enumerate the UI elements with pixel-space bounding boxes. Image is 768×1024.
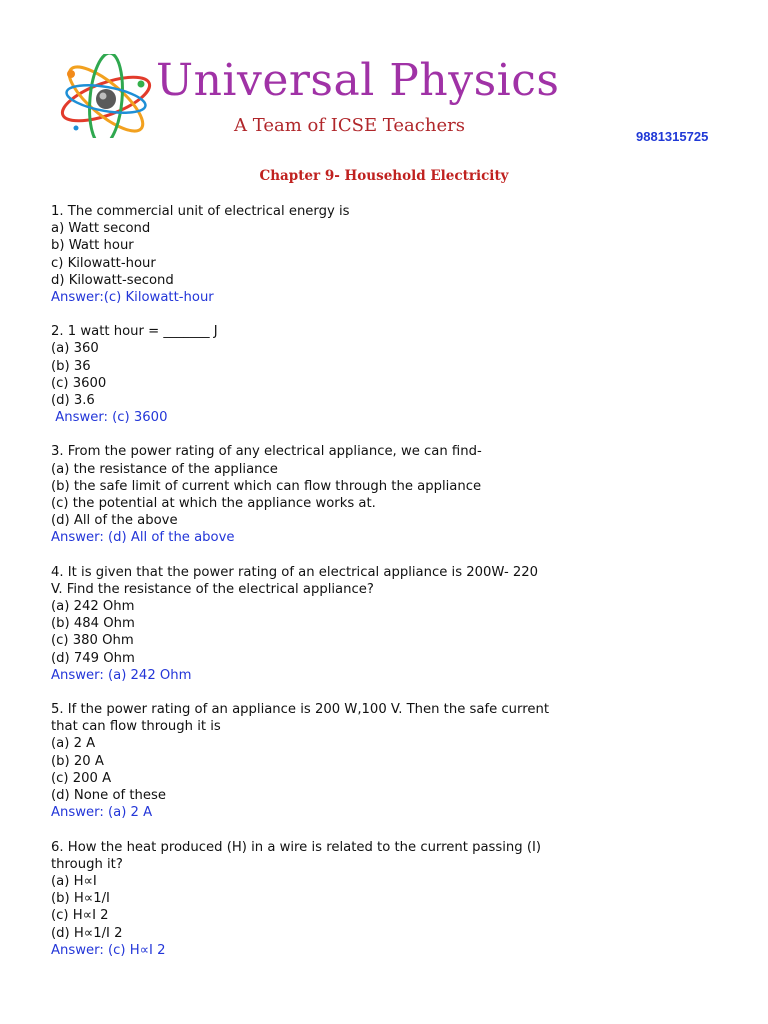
option: (a) the resistance of the appliance <box>51 461 278 477</box>
question-item <box>51 701 691 821</box>
option: (d) 749 Ohm <box>51 650 135 666</box>
question-item <box>51 564 691 684</box>
option: d) Kilowatt-second <box>51 272 174 288</box>
option: (c) H∝I 2 <box>51 908 109 924</box>
chapter-title: Chapter 9- Household Electricity <box>259 168 509 184</box>
option: (d) 3.6 <box>51 393 95 409</box>
question-text: 1. The commercial unit of electrical energy is <box>51 204 350 219</box>
page-header <box>52 52 742 152</box>
answer: Answer:(c) Kilowatt-hour <box>51 290 214 306</box>
question-text: 4. It is given that the power rating of an electrical appliance is 200W- 220 V. Find the resistance of the electrical appliance? <box>51 564 539 597</box>
answer: Answer: (c) 3600 <box>51 410 168 426</box>
option: (b) H∝1/I <box>51 891 110 907</box>
option: (d) All of the above <box>51 513 178 529</box>
question-text: 6. How the heat produced (H) in a wire is related to the current passing (I) through it? <box>51 839 542 872</box>
option: (b) 20 A <box>51 753 104 769</box>
question-item <box>51 323 691 426</box>
option: (d) H∝1/I 2 <box>51 925 123 941</box>
phone-number: 9881315725 <box>636 129 709 144</box>
option: c) Kilowatt-hour <box>51 255 156 271</box>
question-text: 3. From the power rating of any electrical appliance, we can find- <box>51 444 482 460</box>
option: (b) 484 Ohm <box>51 616 135 632</box>
option: (c) the potential at which the appliance works at. <box>51 496 376 512</box>
question-item <box>51 443 691 546</box>
answer: Answer: (a) 2 A <box>51 805 153 821</box>
question-list <box>51 203 691 976</box>
option: (a) H∝I <box>51 873 97 889</box>
option: (a) 360 <box>51 341 99 357</box>
answer: Answer: (a) 242 Ohm <box>51 667 192 683</box>
atom-icon <box>56 54 156 138</box>
brand-subtitle: A Team of ICSE Teachers <box>234 115 465 136</box>
option: (c) 200 A <box>51 770 112 786</box>
option: a) Watt second <box>51 221 151 237</box>
option: (a) 242 Ohm <box>51 599 135 615</box>
question-text: 5. If the power rating of an appliance is 200 W,100 V. Then the safe current that can flow through it is <box>51 702 549 735</box>
question-item <box>51 203 691 306</box>
option: (b) the safe limit of current which can flow through the appliance <box>51 478 482 494</box>
option: (a) 2 A <box>51 736 96 752</box>
option: (d) None of these <box>51 788 166 804</box>
answer: Answer: (d) All of the above <box>51 530 235 546</box>
option: (c) 3600 <box>51 375 107 391</box>
question-item <box>51 839 691 959</box>
answer: Answer: (c) H∝I 2 <box>51 942 166 958</box>
brand-title: Universal Physics <box>156 55 560 106</box>
option: (c) 380 Ohm <box>51 633 134 649</box>
option: (b) 36 <box>51 358 91 374</box>
option: b) Watt hour <box>51 238 134 254</box>
question-text: 2. 1 watt hour = _______ J <box>51 324 218 340</box>
